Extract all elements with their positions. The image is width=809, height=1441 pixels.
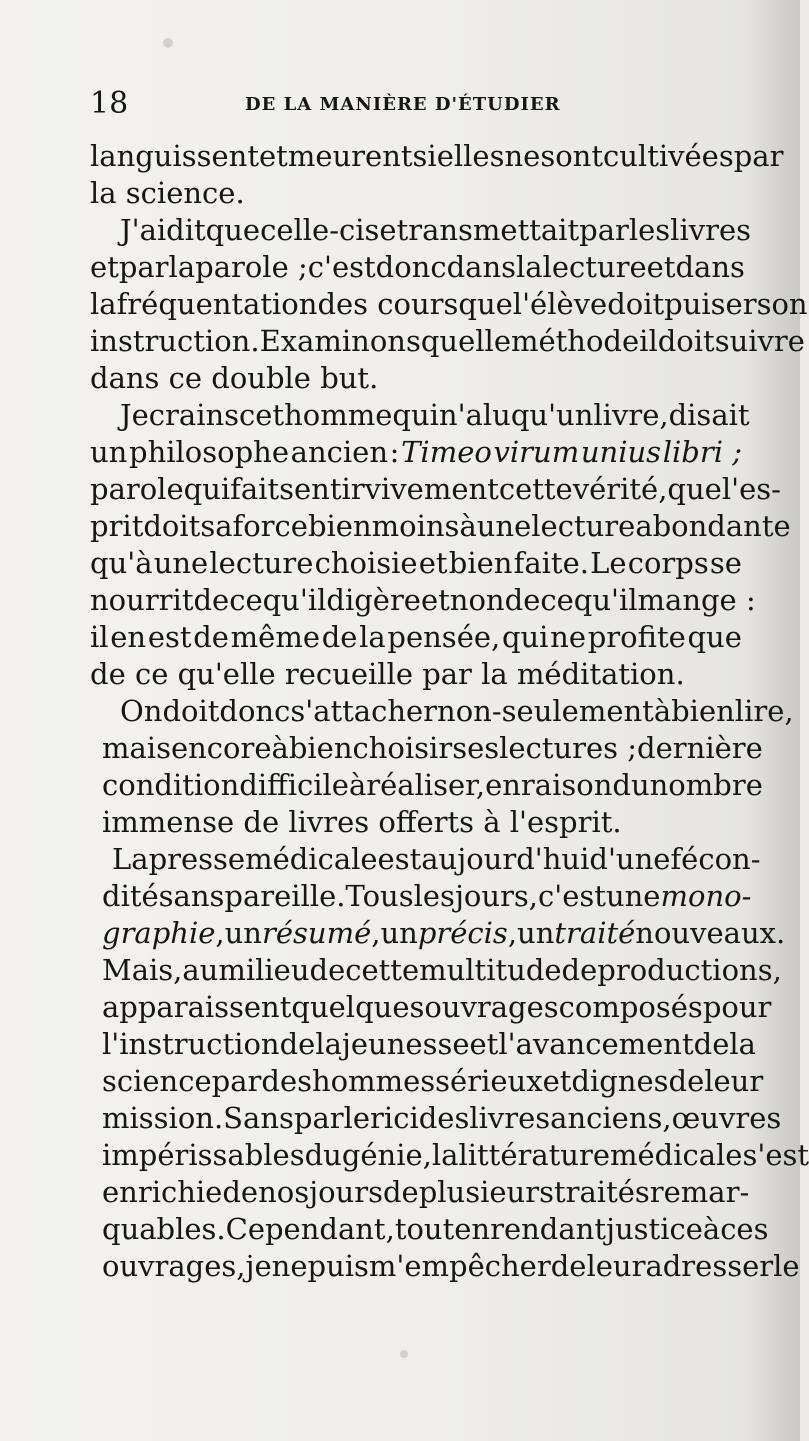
word: de <box>309 953 346 987</box>
word: multitude <box>419 953 562 987</box>
word: lu <box>482 398 511 432</box>
word: plusieurs <box>418 1175 554 1209</box>
word: jeunesse <box>341 1027 470 1061</box>
word: adresser <box>645 1249 774 1283</box>
text-line <box>90 841 761 878</box>
word: bien <box>307 509 372 543</box>
word: sérieux <box>435 1064 543 1098</box>
text-line <box>90 1026 756 1063</box>
word: qu'elle <box>177 657 276 691</box>
text-line <box>90 397 750 434</box>
word: et <box>646 250 676 284</box>
word: méthode <box>510 324 640 358</box>
word: il <box>639 324 658 358</box>
word: les <box>628 213 671 247</box>
word: livre, <box>593 398 669 432</box>
word: un <box>517 916 555 950</box>
text-line <box>90 952 782 989</box>
word: cet <box>239 398 285 432</box>
word: enrichie <box>102 1175 223 1209</box>
word: quables. <box>102 1212 226 1246</box>
word: parole ; <box>195 250 308 284</box>
word: choisir <box>352 731 453 765</box>
text-line <box>90 508 791 545</box>
word: Examinons <box>259 324 421 358</box>
word: transmettait <box>396 213 580 247</box>
word: immense <box>102 805 235 839</box>
text-line <box>90 1063 764 1100</box>
text-line <box>90 434 742 471</box>
word: dans <box>446 250 517 284</box>
word: n'a <box>438 398 483 432</box>
word: au <box>182 953 219 987</box>
word: impérissables <box>102 1138 305 1172</box>
word: lecture <box>531 509 636 543</box>
word: puis <box>307 1249 369 1283</box>
text-line <box>90 471 781 508</box>
word: moins <box>371 509 460 543</box>
text-line <box>90 989 772 1026</box>
word: pensée, <box>387 620 501 654</box>
word: des <box>418 1101 470 1135</box>
word: but. <box>320 361 379 395</box>
word: à <box>653 694 672 728</box>
word: est <box>147 620 192 654</box>
word: sont <box>540 139 604 173</box>
word: qui <box>501 620 549 654</box>
word: Cependant, <box>225 1212 395 1246</box>
text-line <box>90 212 752 249</box>
word: qu'il <box>573 583 638 617</box>
word: tout <box>394 1212 455 1246</box>
word: à <box>348 768 367 802</box>
word: bien <box>288 731 353 765</box>
word: ce <box>134 657 169 691</box>
word: nourrit <box>90 583 194 617</box>
word: de <box>550 1249 587 1283</box>
word: en <box>110 620 147 654</box>
word: que <box>667 472 722 506</box>
word: choisie <box>314 546 418 580</box>
word: cultivées <box>603 139 734 173</box>
word: mission. <box>102 1101 224 1135</box>
text-line <box>90 656 742 693</box>
word: leur <box>704 1064 764 1098</box>
word: dignes <box>571 1064 669 1098</box>
word: qu'il <box>262 583 327 617</box>
word: il <box>90 620 109 654</box>
text-line <box>90 1211 769 1248</box>
word: raison <box>520 768 613 802</box>
word: On <box>120 694 163 728</box>
word: du <box>612 768 650 802</box>
word: science. <box>125 176 245 210</box>
word: réaliser, <box>366 768 486 802</box>
word: aujourd'hui <box>421 842 590 876</box>
word: Le <box>590 546 627 580</box>
word: par <box>118 250 169 284</box>
word: ce <box>168 361 203 395</box>
word: lire, <box>734 694 794 728</box>
word: lectures ; <box>499 731 638 765</box>
page-number: 18 <box>90 86 129 121</box>
word: qu'un <box>510 398 594 432</box>
word: la <box>90 287 117 321</box>
word: doit <box>162 694 220 728</box>
word: Sans <box>223 1101 294 1135</box>
word: mange : <box>637 583 756 617</box>
word: ouvrages, <box>102 1249 246 1283</box>
word: littérature <box>458 1138 610 1172</box>
word: de <box>321 620 358 654</box>
text-line <box>90 175 742 212</box>
text-line <box>90 878 752 915</box>
word: du <box>304 1138 342 1172</box>
word: vérité, <box>572 472 668 506</box>
word: lecture <box>209 546 314 580</box>
word: quelle <box>420 324 511 358</box>
word: l'es- <box>721 472 781 506</box>
word: de <box>243 805 280 839</box>
word: de <box>668 1064 705 1098</box>
word: précis, <box>417 916 518 950</box>
word: et <box>542 1064 572 1098</box>
word: abondante <box>635 509 791 543</box>
word: dernière <box>637 731 763 765</box>
word: traité <box>554 916 636 950</box>
word: que <box>205 213 261 247</box>
word: la <box>516 250 543 284</box>
text-line <box>90 1100 782 1137</box>
word: et <box>90 250 119 284</box>
word: un <box>90 435 128 469</box>
running-head: DE LA MANIÈRE D'ÉTUDIER <box>245 94 561 115</box>
text-line <box>90 730 763 767</box>
word: par <box>733 139 784 173</box>
text-line <box>90 323 805 360</box>
word: libri ; <box>662 435 742 469</box>
word: c'est <box>538 879 606 913</box>
word: faite. <box>513 546 589 580</box>
word: virum <box>493 435 580 469</box>
word: se <box>709 546 742 580</box>
word: justice <box>606 1212 703 1246</box>
text-line <box>90 619 742 656</box>
word: nos <box>258 1175 310 1209</box>
word: mais <box>102 731 171 765</box>
word: J'ai <box>120 213 167 247</box>
word: languissent <box>90 139 260 173</box>
text-line <box>90 582 756 619</box>
word: ces <box>720 1212 769 1246</box>
word: composés <box>558 990 703 1024</box>
word: rendant <box>490 1212 606 1246</box>
text-line <box>90 693 794 730</box>
word: de <box>222 1175 259 1209</box>
word: cette <box>345 953 420 987</box>
word: ce <box>229 583 263 617</box>
word: une <box>605 879 661 913</box>
word: méditation. <box>516 657 685 691</box>
word: fait <box>230 472 280 506</box>
word: traités <box>553 1175 650 1209</box>
word: la <box>90 176 117 210</box>
word: la <box>359 620 386 654</box>
word: l'esprit. <box>509 805 622 839</box>
word: qui <box>392 398 439 432</box>
word: les <box>413 879 455 913</box>
word: prit <box>90 509 144 543</box>
word: condition <box>102 768 240 802</box>
word: un <box>224 916 262 950</box>
word: à <box>702 1212 721 1246</box>
word: vivement <box>364 472 499 506</box>
word: sans <box>158 879 225 913</box>
text-line <box>90 138 784 175</box>
word: bien <box>671 694 735 728</box>
word: productions, <box>597 953 782 987</box>
word: à <box>483 805 501 839</box>
word: donc <box>375 250 447 284</box>
word: l'instruction <box>102 1027 280 1061</box>
word: des cours <box>317 287 459 321</box>
word: médicale <box>610 1138 743 1172</box>
word: mono- <box>660 879 752 913</box>
word: dit <box>166 213 206 247</box>
word: quelques <box>291 990 425 1024</box>
word: La <box>112 842 149 876</box>
word: dans <box>675 250 745 284</box>
word: livres <box>670 213 752 247</box>
word: et <box>469 1027 499 1061</box>
word: instruction. <box>90 324 260 358</box>
word: par <box>211 1064 262 1098</box>
word: de <box>693 1027 730 1061</box>
word: m'empêcher <box>368 1249 551 1283</box>
text-line <box>90 1248 800 1285</box>
word: et <box>420 583 450 617</box>
word: de <box>382 1175 419 1209</box>
word: apparaissent <box>102 990 292 1024</box>
word: la <box>481 657 508 691</box>
word: elles <box>436 139 505 173</box>
word: ne <box>271 1249 308 1283</box>
word: ne <box>550 620 587 654</box>
word: donc <box>219 694 291 728</box>
text-line <box>90 915 786 952</box>
word: je <box>245 1249 272 1283</box>
word: et <box>418 546 448 580</box>
page-header <box>90 86 710 126</box>
word: ses <box>452 731 500 765</box>
word: digère <box>326 583 421 617</box>
word: anciens, <box>550 1101 672 1135</box>
text-line <box>90 360 742 397</box>
word: science <box>102 1064 212 1098</box>
word: : <box>389 435 400 469</box>
word: livres <box>469 1101 551 1135</box>
word: de <box>193 620 229 654</box>
word: s'est <box>742 1138 809 1172</box>
text-line <box>90 1174 750 1211</box>
text-line <box>90 249 745 286</box>
text-line <box>90 1137 809 1174</box>
word: sa <box>200 509 233 543</box>
text-line <box>90 286 808 323</box>
word: jours <box>309 1175 383 1209</box>
word: ne <box>504 139 541 173</box>
word: meurent <box>287 139 413 173</box>
word: Timeo <box>401 435 492 469</box>
word: lecture <box>542 250 647 284</box>
word: nombre <box>649 768 763 802</box>
word: qu'à <box>90 546 153 580</box>
word: philosophe <box>129 435 290 469</box>
text-line <box>90 767 763 804</box>
word: homme <box>284 398 393 432</box>
word: dans <box>90 361 160 395</box>
word: la <box>431 1138 459 1172</box>
word: le <box>773 1249 800 1283</box>
word: ici <box>383 1101 419 1135</box>
word: son <box>756 287 808 321</box>
word: pour <box>702 990 772 1024</box>
word: qui <box>183 472 231 506</box>
word: que <box>687 620 742 654</box>
word: doit <box>607 287 665 321</box>
word: livres <box>288 805 370 839</box>
word: la <box>168 250 196 284</box>
word: en <box>485 768 521 802</box>
body-text <box>90 138 809 1285</box>
word: parole <box>90 472 184 506</box>
word: par <box>422 657 472 691</box>
word: c'est <box>307 250 376 284</box>
word: de <box>193 583 230 617</box>
word: ce <box>540 583 574 617</box>
word: crains <box>148 398 240 432</box>
word: des <box>261 1064 312 1098</box>
word: Tous <box>345 879 414 913</box>
word: jours, <box>454 879 539 913</box>
word: que <box>458 287 513 321</box>
word: une <box>153 546 209 580</box>
word: médicale <box>245 842 378 876</box>
word: si <box>412 139 437 173</box>
word: sentir <box>279 472 365 506</box>
word: force <box>232 509 308 543</box>
word: par <box>579 213 629 247</box>
word: à <box>459 509 477 543</box>
word: même <box>230 620 320 654</box>
word: doit <box>143 509 201 543</box>
word: est <box>377 842 422 876</box>
word: cette <box>498 472 573 506</box>
word: graphie, <box>102 916 225 950</box>
word: fréquentation <box>116 287 318 321</box>
word: hommes <box>311 1064 436 1098</box>
word: suivre <box>714 324 805 358</box>
word: bien <box>448 546 513 580</box>
word: de <box>561 953 598 987</box>
word: Mais, <box>102 953 183 987</box>
word: un <box>380 916 418 950</box>
text-line <box>90 804 742 841</box>
word: milieu <box>218 953 310 987</box>
word: pareille. <box>224 879 346 913</box>
word: profite <box>587 620 686 654</box>
ink-smudge <box>400 1350 408 1358</box>
word: la <box>315 1027 342 1061</box>
word: génie, <box>341 1138 432 1172</box>
word: celle-ci <box>260 213 365 247</box>
word: non <box>449 583 505 617</box>
word: recueille <box>284 657 413 691</box>
word: l'avancement <box>498 1027 694 1061</box>
word: Je <box>120 398 149 432</box>
word: corps <box>627 546 709 580</box>
word: ancien <box>290 435 388 469</box>
word: se <box>364 213 397 247</box>
word: fécon- <box>670 842 761 876</box>
word: parler <box>293 1101 384 1135</box>
word: nouveaux. <box>635 916 786 950</box>
word: leur <box>586 1249 646 1283</box>
text-line <box>90 545 742 582</box>
word: ouvrages <box>424 990 559 1024</box>
word: œuvres <box>671 1101 782 1135</box>
word: de <box>279 1027 316 1061</box>
word: encore <box>170 731 272 765</box>
word: et <box>259 139 288 173</box>
word: l'élève <box>512 287 608 321</box>
word: disait <box>668 398 750 432</box>
word: dité <box>102 879 159 913</box>
word: de <box>504 583 541 617</box>
word: de <box>90 657 126 691</box>
word: puiser <box>664 287 757 321</box>
word: s'attacher <box>290 694 438 728</box>
word: à <box>271 731 289 765</box>
word: résumé, <box>261 916 381 950</box>
word: doit <box>657 324 715 358</box>
word: remar- <box>649 1175 750 1209</box>
word: difficile <box>239 768 349 802</box>
word: unius <box>580 435 662 469</box>
word: une <box>476 509 532 543</box>
word: d'une <box>589 842 671 876</box>
ink-smudge <box>163 38 173 48</box>
word: la <box>729 1027 756 1061</box>
word: double <box>211 361 311 395</box>
word: non-seulement <box>437 694 654 728</box>
word: en <box>454 1212 491 1246</box>
word: presse <box>148 842 246 876</box>
word: offerts <box>378 805 475 839</box>
